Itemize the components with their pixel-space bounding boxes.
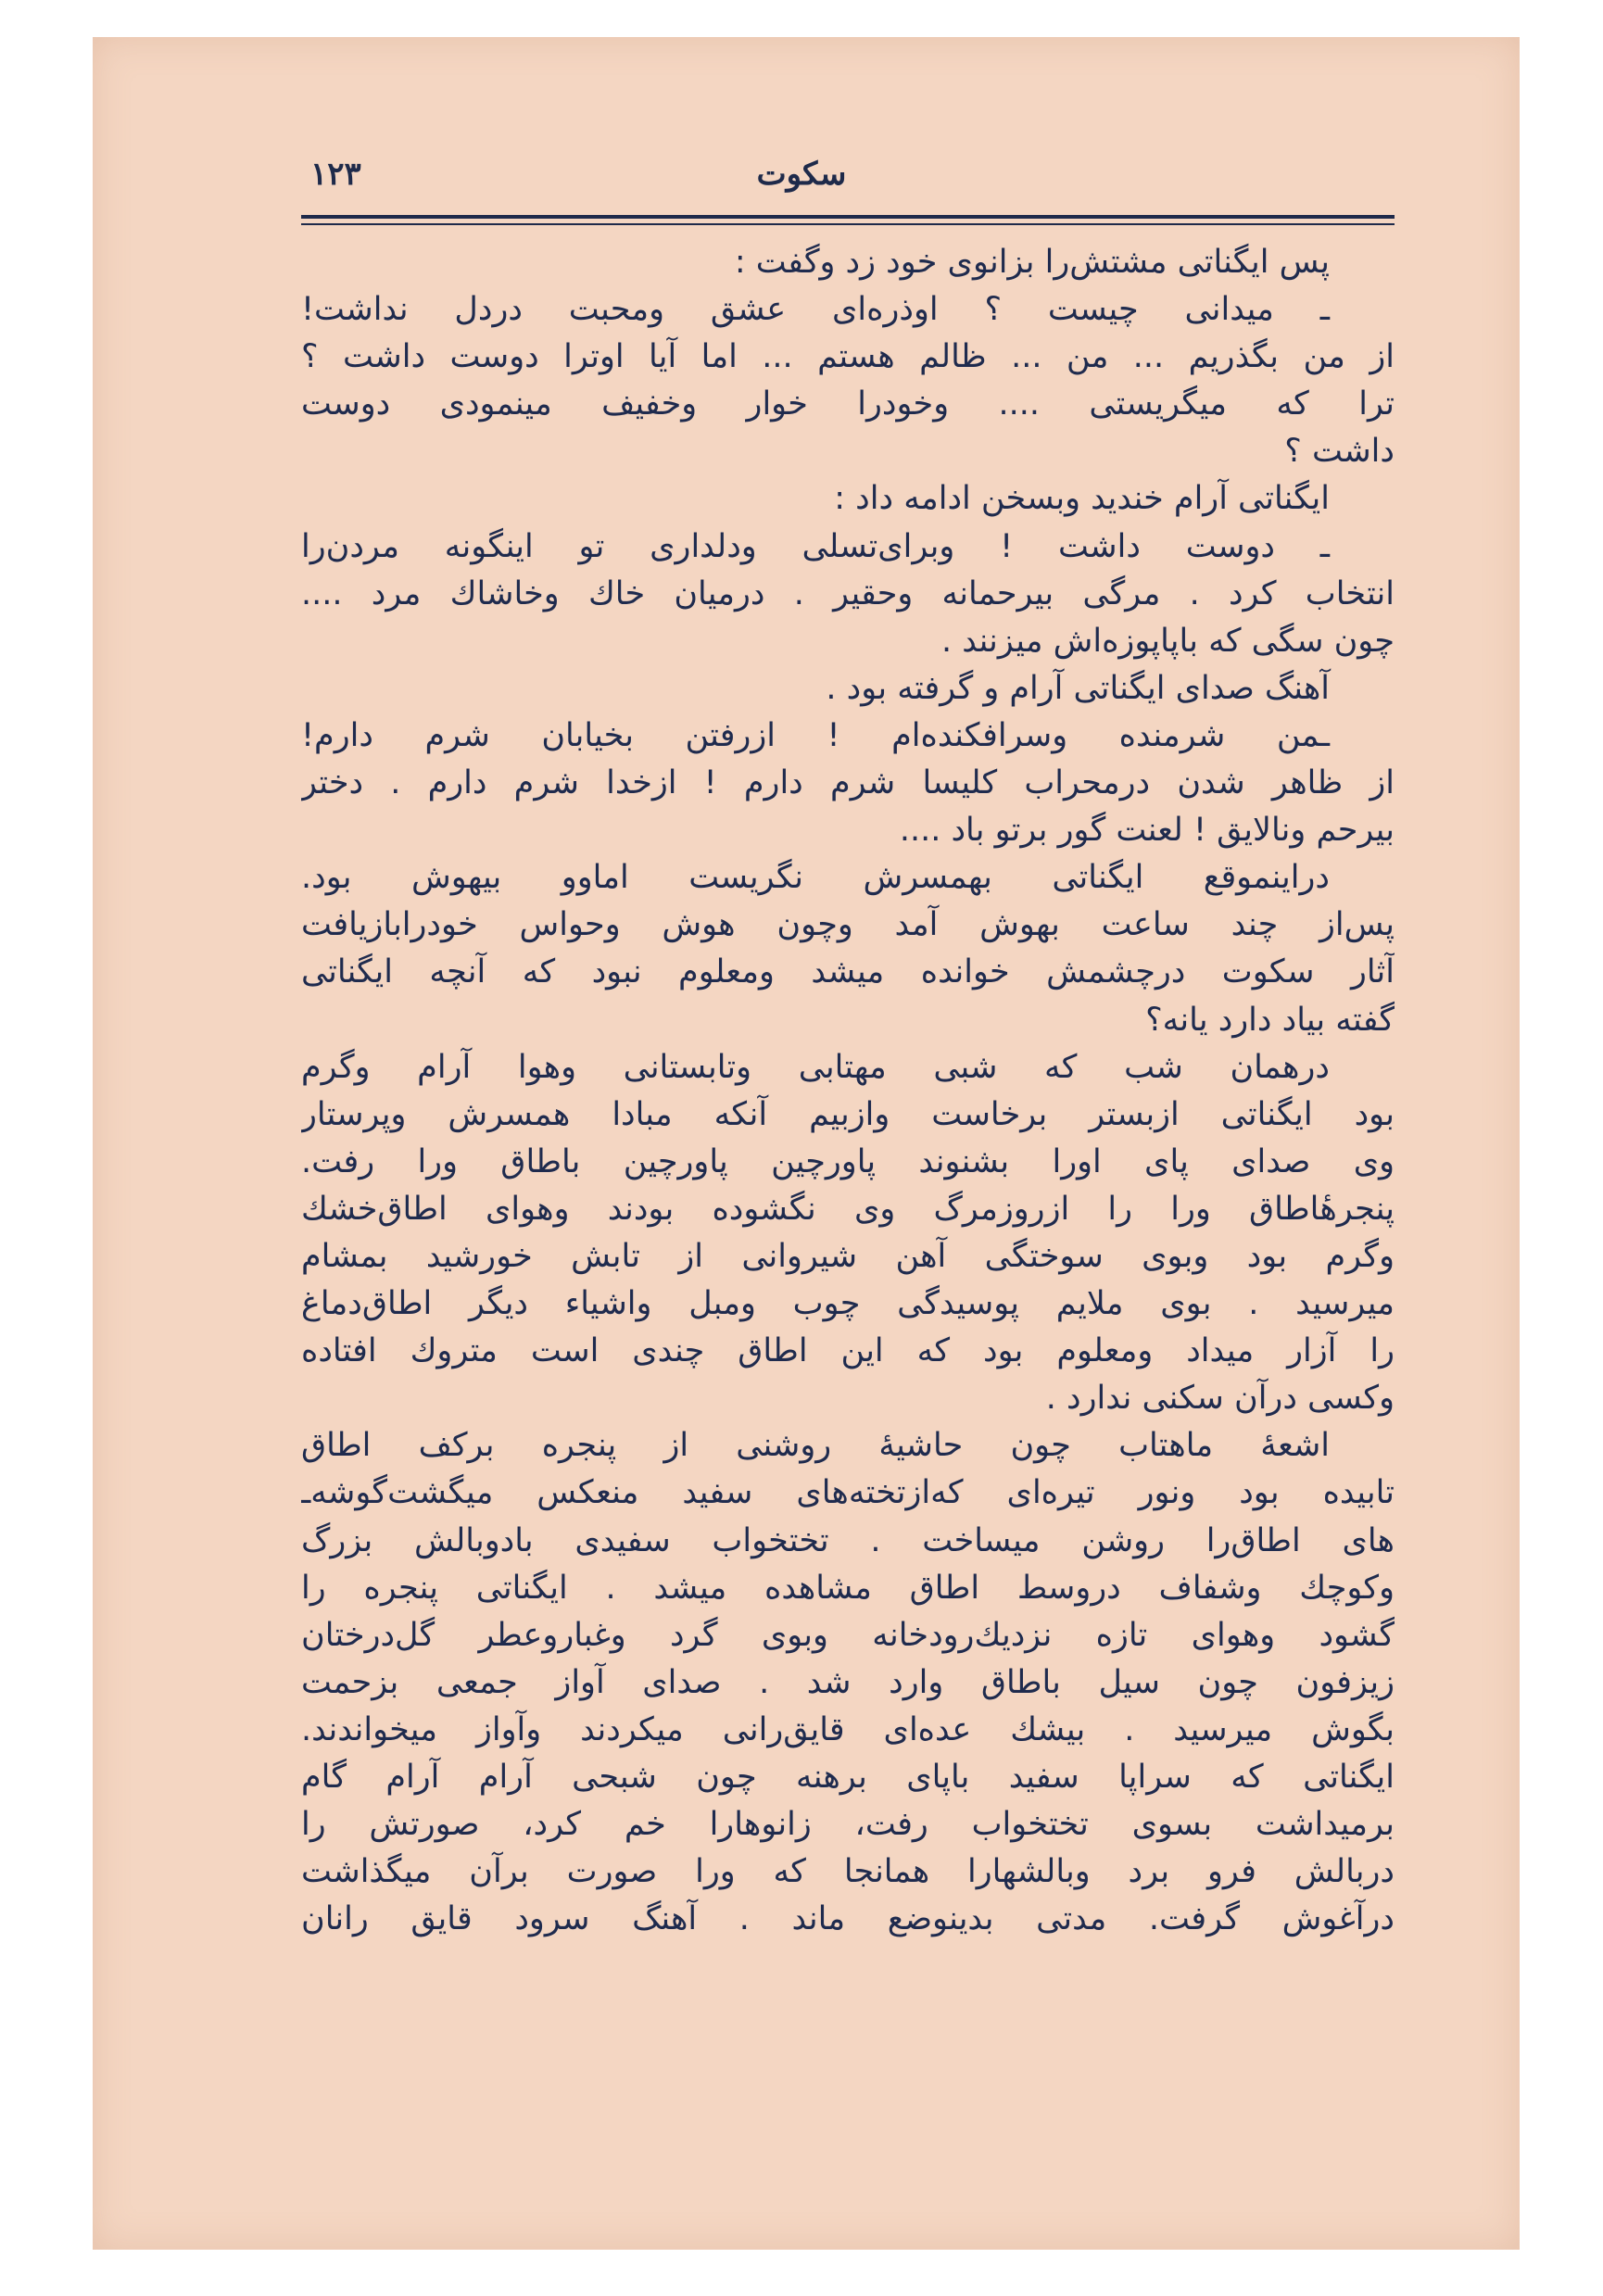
page-number: ۱۲۳ — [310, 156, 361, 193]
text-line: آهنگ صدای ایگناتی آرام و گرفته بود . — [826, 669, 1330, 707]
text-line: تابیده بود ونور تیره‌ای که‌ازتخته‌های سفید منعکس میگشت‌گوشه‌ـ — [301, 1474, 1395, 1512]
header-rule-thin — [301, 223, 1395, 225]
text-line: زیزفون چون سیل باطاق وارد شد . صدای آواز جمعی بزحمت — [301, 1663, 1395, 1701]
text-line: ایگناتی که سراپا سفید باپای برهنه چون شبحی آرام آرام گام — [301, 1759, 1395, 1796]
text-line: بود ایگناتی ازبستر برخاست وازبیم آنکه مبادا همسرش وپرستار — [301, 1095, 1395, 1133]
text-line: میرسید . بوی ملایم پوسیدگی چوب ومبل واشیاء دیگر اطاق‌دماغ — [301, 1285, 1395, 1323]
text-line: دراینموقع ایگناتی بهمسرش نگریست اماوو بیهوش بود. — [301, 859, 1330, 897]
text-line: های اطاق‌را روشن میساخت . تختخواب سفیدی بادوبالش بزرگ — [301, 1521, 1395, 1559]
text-line: ایگناتی آرام خندید وبسخن ادامه داد : — [834, 480, 1330, 518]
body-text — [301, 239, 1395, 1943]
text-line: پنجرهٔاطاق ورا را ازروزمرگ وی نگشوده بودند وهوای اطاق‌خشك — [301, 1190, 1395, 1228]
text-line: وکوچك وشفاف دروسط اطاق مشاهده میشد . ایگناتی پنجره را — [301, 1569, 1395, 1607]
text-line: درآغوش گرفت. مدتی بدینوضع ماند . آهنگ سرود قایق رانان — [301, 1900, 1395, 1938]
text-line: از من بگذریم ... من ... ظالم هستم ... اما آیا اوترا دوست داشت ؟ — [301, 338, 1395, 376]
text-line: پس‌از چند ساعت بهوش آمد وچون هوش وحواس خودرابازیافت — [301, 906, 1395, 944]
text-line: گفته بیاد دارد یانه؟ — [1145, 1001, 1395, 1039]
text-line: ـ میدانی چیست ؟ اوذره‌ای عشق ومحبت دردل نداشت! — [301, 291, 1330, 329]
text-line: وی صدای پای اورا بشنوند پاورچین پاورچین باطاق ورا رفت. — [301, 1142, 1395, 1180]
text-line: ـ دوست داشت ! وبرای‌تسلی ودلداری تو اینگونه مردن‌را — [301, 527, 1330, 565]
text-line: برمیداشت بسوی تختخواب رفت، زانوهارا خم کرد، صورتش را — [301, 1806, 1395, 1844]
text-line: گشود وهوای تازه نزدیك‌رودخانه وبوی گرد وغباروعطر گل‌درختان — [301, 1616, 1395, 1654]
text-line: وگرم بود وبوی سوختگی آهن شیروانی از تابش خورشید بمشام — [301, 1237, 1395, 1275]
text-line: آثار سکوت درچشمش خوانده میشد ومعلوم نبود که آنچه ایگناتی — [301, 953, 1395, 991]
text-line: وکسی درآن سکنی ندارد . — [1045, 1380, 1395, 1418]
text-line: انتخاب کرد . مرگی بیرحمانه وحقیر . درمیان خاك وخاشاك مرد .... — [301, 574, 1395, 612]
text-line: دربالش فرو برد وبالشهارا همانجا که ورا صورت برآن میگذاشت — [301, 1853, 1395, 1891]
text-line: از ظاهر شدن درمحراب کلیسا شرم دارم ! ازخدا شرم دارم . دختر — [301, 764, 1395, 802]
text-line: اشعهٔ ماهتاب چون حاشیهٔ روشنی از پنجره برکف اطاق — [301, 1427, 1330, 1465]
text-line: ـمن شرمنده وسرافکنده‌ام ! ازرفتن بخیابان شرم دارم! — [301, 716, 1330, 754]
page-header — [208, 148, 1395, 213]
text-line: ترا که میگریستی .... وخودرا خوار وخفیف مینمودی دوست — [301, 385, 1395, 423]
text-line: درهمان شب که شبی مهتابی وتابستانی وهوا آرام وگرم — [301, 1048, 1330, 1086]
text-line: را آزار میداد ومعلوم بود که این اطاق چندی است متروك افتاده — [301, 1332, 1395, 1370]
text-line: پس ایگناتی مشتش‌را بزانوی خود زد وگفت : — [734, 244, 1330, 281]
header-rule — [301, 215, 1395, 219]
text-line: بیرحم ونالایق ! لعنت گور برتو باد .... — [899, 812, 1395, 850]
text-line: بگوش میرسید . بیشك عده‌ای قایق‌رانی میکردند وآواز میخواندند. — [301, 1710, 1395, 1748]
text-line: داشت ؟ — [1284, 433, 1395, 471]
text-line: چون سگی که باپاپوزه‌اش میزنند . — [940, 622, 1395, 660]
running-title: سکوت — [756, 156, 847, 193]
